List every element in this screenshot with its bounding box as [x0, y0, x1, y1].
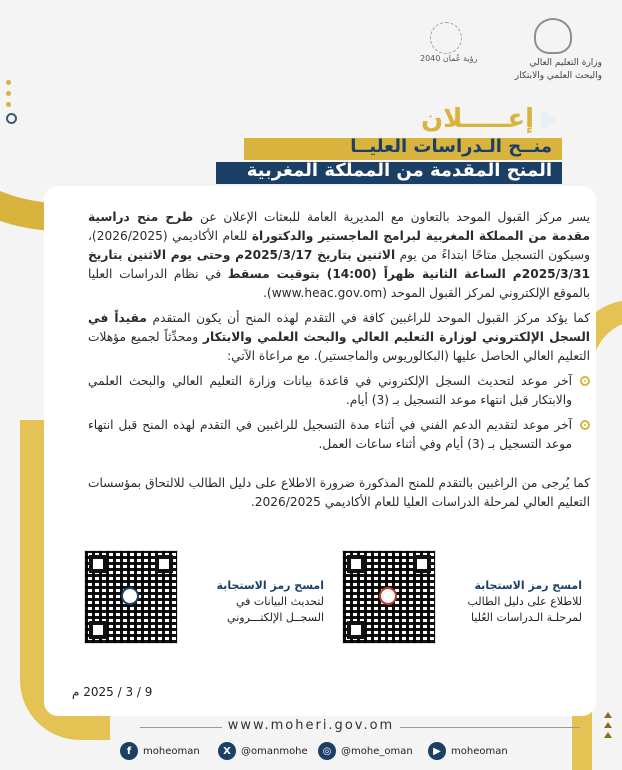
announce-title: إعـــــلان: [420, 104, 534, 134]
paragraph-3: كما يُرجى من الراغبين بالتقدم للمنح المذكورة ضرورة الاطلاع على دليل الطالب للالتحاق بمؤسسات التعليم العالي لمرحلة الدراسات العليا للعام الأكاديمي 2026/2025.: [88, 476, 590, 509]
social-instagram[interactable]: [318, 740, 413, 762]
qr-update-line2: السجــل الإلكتـــروني: [227, 611, 324, 624]
qr-update-heading: امسح رمز الاستجابة: [216, 579, 324, 592]
qr-guide-line2: لمرحلـة الـدراسات العُليا: [470, 611, 582, 624]
ministry-name-line2: والبحث العلمي والابتكار: [514, 71, 602, 81]
qr-update-line1: لتحديث البيانات في: [236, 595, 324, 608]
oman-emblem-icon: [534, 18, 572, 54]
bullet-item-2: آخر موعد لتقديم الدعم الفني في أثناء مدة التسجيل للراغبين في التقدم لهذه المنح قبل انتهاء موعد التسجيل بـ (3) أيام وفي أثناء ساعات العمل.: [88, 416, 590, 454]
social-handle[interactable]: @mohe_oman: [341, 745, 413, 757]
social-x[interactable]: [218, 740, 308, 762]
instagram-icon: ◎: [318, 742, 336, 760]
paragraph-2: كما يؤكد مركز القبول الموحد للراغبين كافة في التقدم لهذه المنح أن يكون المتقدم مقيداً في السجل الإلكتروني لوزارة التعليم العالي والبحث العلمي والابتكار ومحدِّثاً لجميع مؤهلات التعليم العالي الحاصل عليها (البكالوريوس والماجستير). مع مراعاة الآتي:: [88, 311, 590, 363]
social-handle[interactable]: moheoman: [143, 745, 200, 757]
title-banner-navy: [216, 162, 562, 184]
decorative-triangles: [604, 712, 612, 742]
facebook-icon: f: [120, 742, 138, 760]
social-facebook[interactable]: [120, 740, 200, 762]
ministry-logo: [492, 18, 602, 81]
title-line1: منــح الـدراسات العليــا: [350, 136, 552, 157]
qr-guide-heading: امسح رمز الاستجابة: [474, 579, 582, 592]
social-handle[interactable]: @omanmohe: [241, 745, 308, 757]
bullet-item-1: آخر موعد لتحديث السجل الإلكتروني في قاعدة بيانات وزارة التعليم العالي والبحث العلمي والابتكار قبل انتهاء موعد التسجيل بـ (3) أيام.: [88, 372, 590, 410]
bullet-dot-icon: [580, 376, 590, 386]
youtube-icon: ▶: [428, 742, 446, 760]
paragraph-1: يسر مركز القبول الموحد بالتعاون مع المديرية العامة للبعثات الإعلان عن طرح منح دراسية مقدمة من المملكة المغربية لبرامج الماجستير والدكتوراة للعام الأكاديمي (2026/2025)، وسيكون التسجيل متاحًا ابتداءً من يوم الاثنين بتاريخ 2025/3/17م وحتى يوم الاثنين بتاريخ 2025/3/31م الساعة الثانية ظهراً (14:00) بتوقيت مسقط في نظام الدراسات العليا بالموقع الإلكتروني لمركز القبول الموحد (www.heac.gov.om).: [88, 210, 591, 300]
qr-code-icon[interactable]: [84, 550, 178, 644]
oman-vision-logo: [420, 22, 500, 72]
social-handle[interactable]: moheoman: [451, 745, 508, 757]
qr-guide-caption: [442, 578, 582, 626]
qr-guide-line1: للاطلاع على دليل الطالب: [467, 595, 582, 608]
x-icon: X: [218, 742, 236, 760]
decorative-band-right-inner: [592, 320, 622, 770]
decorative-dots: [6, 80, 17, 130]
vision-burst-icon: [430, 22, 462, 54]
announcement-date: 9 / 3 / 2025 م: [72, 685, 153, 699]
website-link[interactable]: www.moheri.gov.om: [222, 718, 400, 733]
footer-website[interactable]: [0, 718, 622, 733]
title-line2: المنح المقدمة من المملكة المغربية: [246, 160, 552, 181]
bullet-dot-icon: [580, 420, 590, 430]
ministry-name-line1: وزارة التعليم العالي: [529, 58, 602, 68]
qr-update-caption: [184, 578, 324, 626]
qr-code-icon[interactable]: [342, 550, 436, 644]
social-youtube[interactable]: [428, 740, 508, 762]
title-banner-gold: [244, 138, 562, 160]
announce-arrow-icon: [542, 110, 556, 130]
vision-logo-text: رؤية عُمان 2040: [420, 54, 478, 63]
announcement-body: [88, 208, 590, 518]
qr-update-record[interactable]: [78, 550, 328, 644]
qr-student-guide[interactable]: [336, 550, 586, 644]
